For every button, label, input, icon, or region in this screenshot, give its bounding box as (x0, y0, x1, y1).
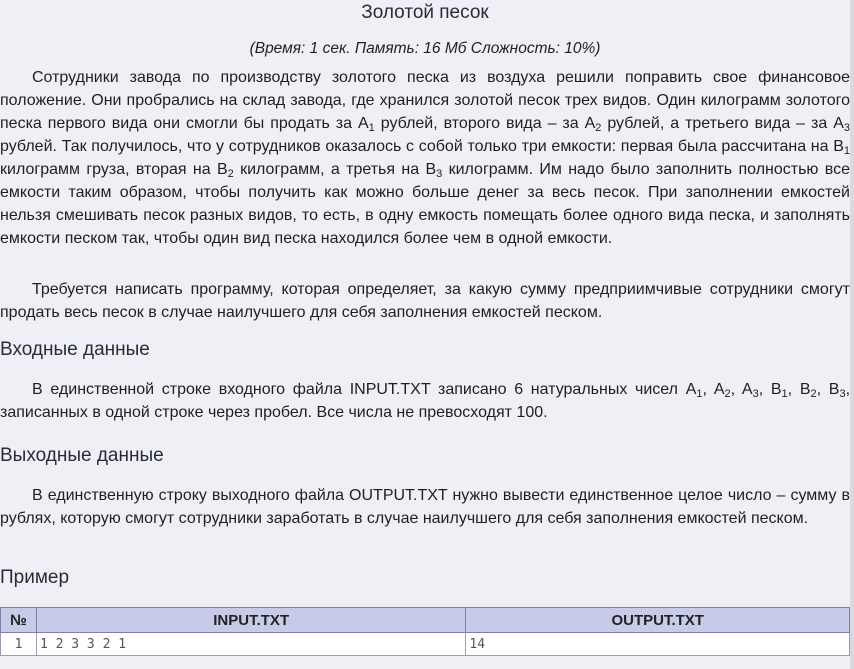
output-heading: Выходные данные (0, 445, 164, 466)
example-output[interactable]: 14 (466, 633, 850, 656)
input-heading: Входные данные (0, 339, 150, 360)
example-heading: Пример (0, 567, 70, 588)
output-description: В единственную строку выходного файла OUTPUT.TXT нужно вывести единственное целое число – сумму в рублях, которую смогут сотрудники заработать в случае наилучшего для себя заполнения емкостей песком. (0, 487, 850, 527)
problem-statement: Сотрудники завода по производству золотого песка из воздуха решили поправить свое финансовое положение. Они пробрались на склад завода, где хранился золотой песок трех видов. Один килограмм золотого песка первого вида они смогли бы продать за $A_1$ рублей, второго вида – за $A_2$ рублей, а третьего вида – за $A_3$ рублей. Так получилось, что у сотрудников оказалось с собой только три емкости: первая была рассчитана на $B_1$ килограмм груза, вторая на $B_2$ килограмм, а третья на $B_3$ килограмм. Им надо было заполнить полностью все емкости таким образом, чтобы получить как можно больше денег за весь песок. При заполнении емкостей нельзя смешивать песок разных видов, то есть, в одну емкость помещать более одного вида песка, и заполнять емкости песком так, чтобы один вид песка находился более чем в одной емкости. (0, 69, 850, 247)
col-output: OUTPUT.TXT (466, 608, 850, 633)
page-title: Золотой песок (361, 2, 489, 23)
col-input: INPUT.TXT (36, 608, 465, 633)
example-input[interactable]: 1 2 3 3 2 1 (36, 633, 465, 656)
scrollbar[interactable] (850, 0, 854, 669)
task-text: Требуется написать программу, которая определяет, за какую сумму предприимчивые сотрудники смогут продать весь песок в случае наилучшего для себя заполнения емкостей песком. (0, 281, 850, 321)
example-number: 1 (1, 633, 37, 656)
problem-limits: (Время: 1 сек. Память: 16 Мб Сложность: 10%) (249, 40, 601, 57)
example-table (0, 607, 850, 656)
input-description: В единственной строке входного файла INPUT.TXT записано 6 натуральных чисел $A_1$, $A_2$, $A_3$, $B_1$, $B_2$, $B_3$, записанных в одной строке через пробел. Все числа не превосходят 100. (0, 381, 851, 421)
example-header-row (1, 608, 850, 633)
table-row (1, 633, 850, 656)
col-number: № (1, 608, 37, 633)
